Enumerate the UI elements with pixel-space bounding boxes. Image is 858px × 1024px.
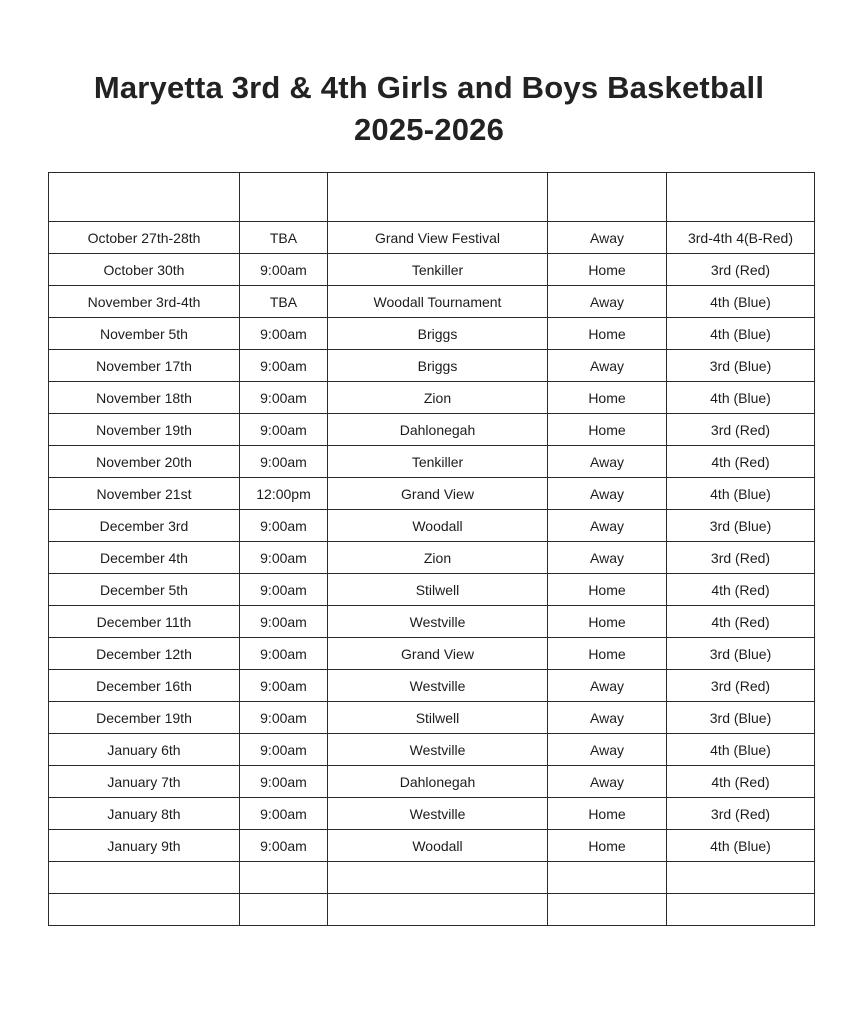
- date-cell: November 5th: [49, 318, 240, 350]
- team-cell: 4th (Blue): [667, 286, 815, 318]
- opponent-cell: Zion: [328, 542, 548, 574]
- time-cell: 9:00am: [240, 638, 328, 670]
- header-teams: [667, 173, 815, 222]
- location-cell: Away: [548, 222, 667, 254]
- opponent-cell: Westville: [328, 798, 548, 830]
- team-cell: 4th (Blue): [667, 478, 815, 510]
- time-cell: 9:00am: [240, 542, 328, 574]
- time-cell: 9:00am: [240, 382, 328, 414]
- team-cell: 3rd (Red): [667, 670, 815, 702]
- header-opponent: [328, 173, 548, 222]
- location-cell: Home: [548, 382, 667, 414]
- date-cell: December 4th: [49, 542, 240, 574]
- date-cell: [49, 894, 240, 926]
- opponent-cell: Dahlonegah: [328, 414, 548, 446]
- team-cell: 3rd-4th 4(B-Red): [667, 222, 815, 254]
- table-row: [49, 286, 815, 318]
- team-cell: 3rd (Blue): [667, 350, 815, 382]
- date-cell: November 17th: [49, 350, 240, 382]
- time-cell: 9:00am: [240, 510, 328, 542]
- table-row: [49, 382, 815, 414]
- schedule-table: [48, 172, 815, 926]
- table-row: [49, 318, 815, 350]
- location-cell: Away: [548, 446, 667, 478]
- schedule-body: [49, 222, 815, 926]
- table-row: [49, 830, 815, 862]
- team-cell: 4th (Red): [667, 574, 815, 606]
- schedule-header: [49, 173, 815, 222]
- table-row: [49, 510, 815, 542]
- time-cell: 12:00pm: [240, 478, 328, 510]
- opponent-cell: Tenkiller: [328, 446, 548, 478]
- team-cell: 4th (Blue): [667, 318, 815, 350]
- team-cell: 4th (Blue): [667, 382, 815, 414]
- time-cell: 9:00am: [240, 414, 328, 446]
- location-cell: Home: [548, 798, 667, 830]
- team-cell: 3rd (Red): [667, 798, 815, 830]
- opponent-cell: Stilwell: [328, 574, 548, 606]
- date-cell: January 6th: [49, 734, 240, 766]
- date-cell: October 27th-28th: [49, 222, 240, 254]
- table-row: [49, 542, 815, 574]
- opponent-cell: Grand View: [328, 638, 548, 670]
- date-cell: December 3rd: [49, 510, 240, 542]
- date-cell: December 12th: [49, 638, 240, 670]
- opponent-cell: [328, 894, 548, 926]
- date-cell: January 8th: [49, 798, 240, 830]
- header-time: [240, 173, 328, 222]
- table-row: [49, 414, 815, 446]
- team-cell: 3rd (Blue): [667, 510, 815, 542]
- table-row: [49, 478, 815, 510]
- table-row: [49, 638, 815, 670]
- table-row: [49, 670, 815, 702]
- header-date: [49, 173, 240, 222]
- location-cell: Away: [548, 766, 667, 798]
- location-cell: Home: [548, 830, 667, 862]
- table-row: [49, 734, 815, 766]
- date-cell: December 11th: [49, 606, 240, 638]
- team-cell: 3rd (Red): [667, 254, 815, 286]
- header-row: [49, 173, 815, 222]
- page-title: Maryetta 3rd & 4th Girls and Boys Basketball: [93, 70, 765, 105]
- time-cell: 9:00am: [240, 574, 328, 606]
- time-cell: [240, 862, 328, 894]
- time-cell: 9:00am: [240, 606, 328, 638]
- season-subtitle: 2025-2026: [353, 112, 505, 147]
- table-row: [49, 606, 815, 638]
- table-row: [49, 862, 815, 894]
- table-row: [49, 798, 815, 830]
- opponent-cell: Westville: [328, 734, 548, 766]
- location-cell: Away: [548, 350, 667, 382]
- date-cell: December 19th: [49, 702, 240, 734]
- team-cell: [667, 862, 815, 894]
- team-cell: 4th (Blue): [667, 734, 815, 766]
- location-cell: Away: [548, 670, 667, 702]
- location-cell: [548, 862, 667, 894]
- opponent-cell: Westville: [328, 670, 548, 702]
- team-cell: 4th (Red): [667, 766, 815, 798]
- table-row: [49, 574, 815, 606]
- time-cell: 9:00am: [240, 766, 328, 798]
- table-row: [49, 350, 815, 382]
- location-cell: Home: [548, 254, 667, 286]
- opponent-cell: Westville: [328, 606, 548, 638]
- location-cell: Away: [548, 734, 667, 766]
- table-row: [49, 894, 815, 926]
- team-cell: 3rd (Red): [667, 414, 815, 446]
- opponent-cell: Briggs: [328, 350, 548, 382]
- time-cell: 9:00am: [240, 798, 328, 830]
- date-cell: November 20th: [49, 446, 240, 478]
- time-cell: 9:00am: [240, 350, 328, 382]
- team-cell: [667, 894, 815, 926]
- opponent-cell: Stilwell: [328, 702, 548, 734]
- opponent-cell: Zion: [328, 382, 548, 414]
- location-cell: Away: [548, 286, 667, 318]
- opponent-cell: Grand View: [328, 478, 548, 510]
- date-cell: [49, 862, 240, 894]
- date-cell: January 7th: [49, 766, 240, 798]
- location-cell: Away: [548, 702, 667, 734]
- time-cell: 9:00am: [240, 254, 328, 286]
- opponent-cell: Woodall: [328, 510, 548, 542]
- team-cell: 4th (Blue): [667, 830, 815, 862]
- time-cell: 9:00am: [240, 830, 328, 862]
- opponent-cell: Woodall Tournament: [328, 286, 548, 318]
- location-cell: Home: [548, 574, 667, 606]
- header-location: [548, 173, 667, 222]
- time-cell: [240, 894, 328, 926]
- time-cell: TBA: [240, 222, 328, 254]
- date-cell: December 16th: [49, 670, 240, 702]
- date-cell: November 19th: [49, 414, 240, 446]
- location-cell: Home: [548, 606, 667, 638]
- team-cell: 3rd (Red): [667, 542, 815, 574]
- location-cell: Away: [548, 542, 667, 574]
- location-cell: Away: [548, 478, 667, 510]
- table-row: [49, 222, 815, 254]
- date-cell: November 3rd-4th: [49, 286, 240, 318]
- table-row: [49, 702, 815, 734]
- date-cell: November 21st: [49, 478, 240, 510]
- opponent-cell: Briggs: [328, 318, 548, 350]
- date-cell: January 9th: [49, 830, 240, 862]
- team-cell: 3rd (Blue): [667, 638, 815, 670]
- location-cell: Home: [548, 318, 667, 350]
- opponent-cell: Tenkiller: [328, 254, 548, 286]
- opponent-cell: Grand View Festival: [328, 222, 548, 254]
- team-cell: 4th (Red): [667, 606, 815, 638]
- location-cell: Home: [548, 638, 667, 670]
- location-cell: [548, 894, 667, 926]
- date-cell: December 5th: [49, 574, 240, 606]
- time-cell: 9:00am: [240, 318, 328, 350]
- opponent-cell: Dahlonegah: [328, 766, 548, 798]
- location-cell: Home: [548, 414, 667, 446]
- table-row: [49, 446, 815, 478]
- date-cell: October 30th: [49, 254, 240, 286]
- table-row: [49, 254, 815, 286]
- location-cell: Away: [548, 510, 667, 542]
- table-row: [49, 766, 815, 798]
- time-cell: 9:00am: [240, 446, 328, 478]
- time-cell: 9:00am: [240, 702, 328, 734]
- opponent-cell: [328, 862, 548, 894]
- date-cell: November 18th: [49, 382, 240, 414]
- team-cell: 3rd (Blue): [667, 702, 815, 734]
- time-cell: 9:00am: [240, 734, 328, 766]
- time-cell: 9:00am: [240, 670, 328, 702]
- time-cell: TBA: [240, 286, 328, 318]
- opponent-cell: Woodall: [328, 830, 548, 862]
- team-cell: 4th (Red): [667, 446, 815, 478]
